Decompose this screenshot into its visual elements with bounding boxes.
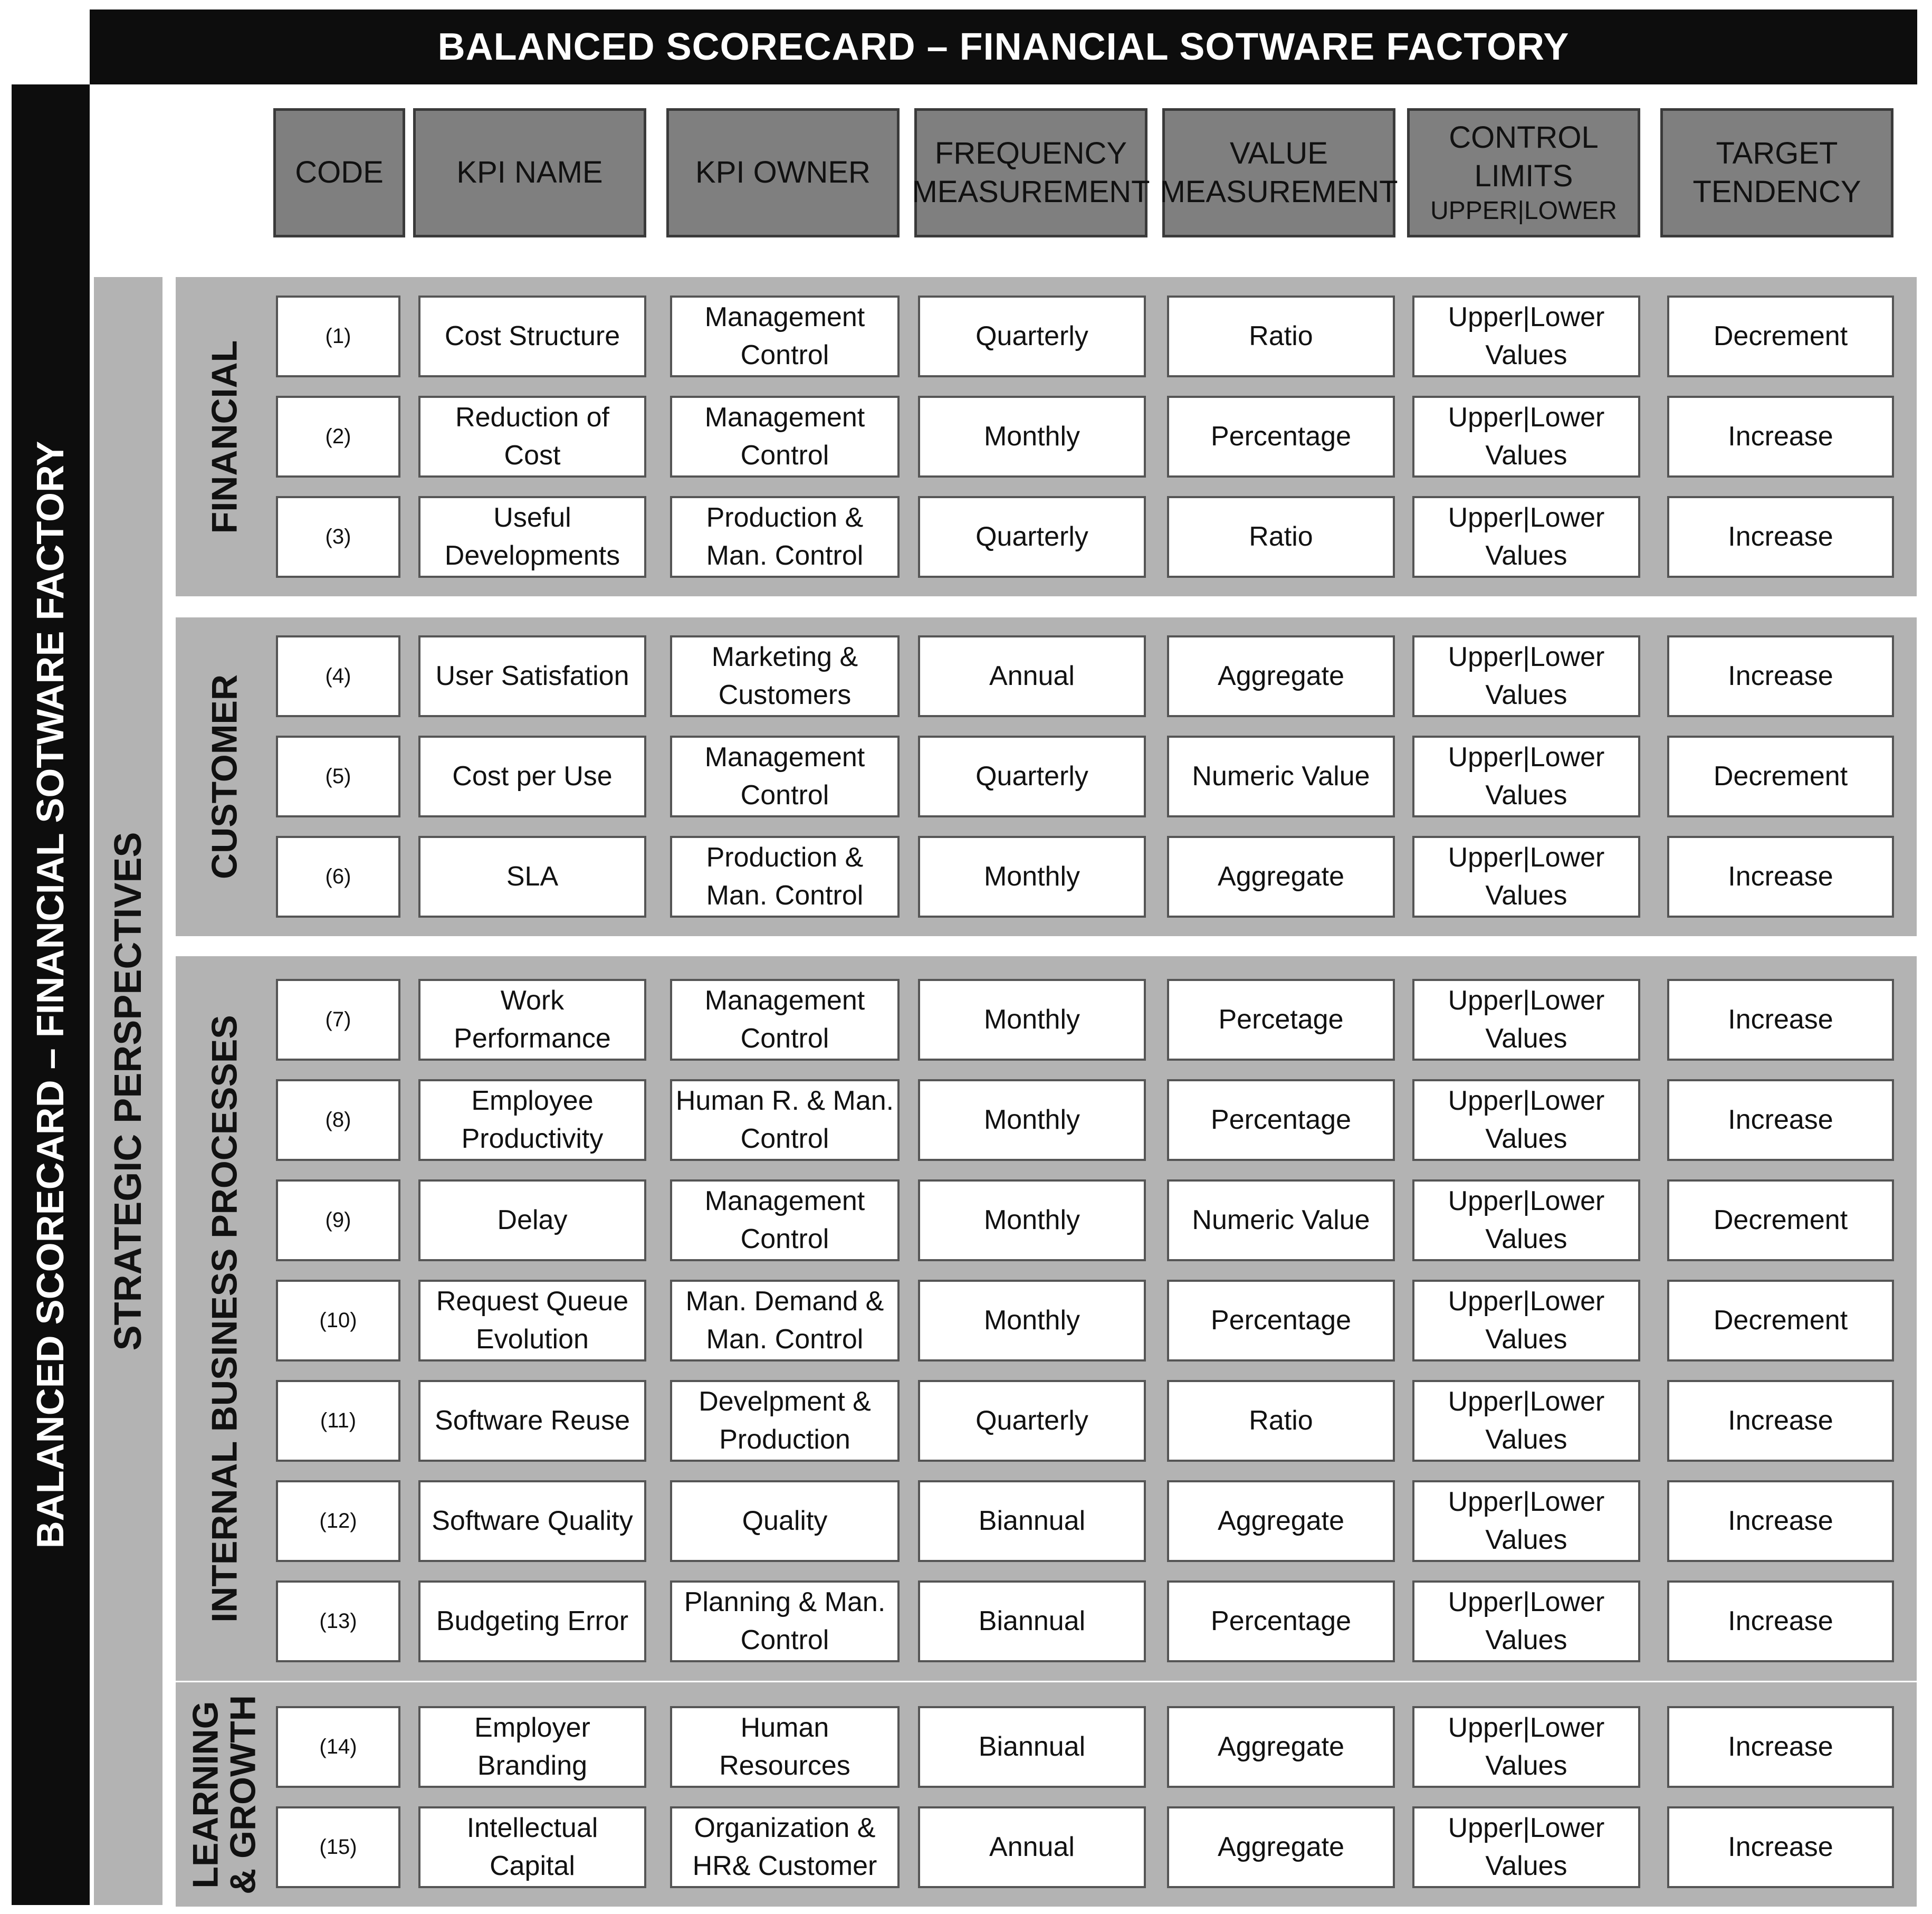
cell-owner: Management Control — [670, 736, 900, 817]
group-label-container — [176, 277, 273, 596]
group-label: LEARNING & GROWTH — [185, 1694, 263, 1894]
header-control-limits-label: CONTROL LIMITS — [1449, 120, 1599, 193]
header-frequency-label: FREQUENCY MEASUREMENT — [912, 136, 1150, 209]
cell-owner: Marketing & Customers — [670, 635, 900, 717]
cell-value: Ratio — [1167, 296, 1395, 377]
cell-target: Increase — [1667, 1480, 1894, 1562]
cell-frequency: Monthly — [918, 1079, 1146, 1161]
cell-owner: Management Control — [670, 1179, 900, 1261]
cell-frequency: Biannual — [918, 1706, 1146, 1788]
cell-frequency: Quarterly — [918, 736, 1146, 817]
cell-name: Employee Productivity — [418, 1079, 646, 1161]
header-target-label: TARGET TENDENCY — [1692, 136, 1861, 209]
cell-name: Employer Branding — [418, 1706, 646, 1788]
group-label: INTERNAL BUSINESS PROCESSES — [204, 1014, 244, 1623]
cell-limits: Upper|Lower Values — [1412, 1806, 1640, 1888]
cell-limits: Upper|Lower Values — [1412, 396, 1640, 478]
cell-target: Increase — [1667, 635, 1894, 717]
cell-frequency: Biannual — [918, 1480, 1146, 1562]
cell-owner: Human R. & Man. Control — [670, 1079, 900, 1161]
side-title-bar — [12, 84, 90, 1905]
cell-code: (4) — [276, 635, 400, 717]
cell-name: Budgeting Error — [418, 1580, 646, 1662]
cell-value: Aggregate — [1167, 836, 1395, 918]
cell-frequency: Quarterly — [918, 1380, 1146, 1462]
cell-code: (15) — [276, 1806, 400, 1888]
cell-name: Cost per Use — [418, 736, 646, 817]
cell-code: (2) — [276, 396, 400, 478]
cell-code: (1) — [276, 296, 400, 377]
cell-limits: Upper|Lower Values — [1412, 1580, 1640, 1662]
header-control-limits — [1407, 108, 1640, 237]
cell-owner: Quality — [670, 1480, 900, 1562]
cell-code: (7) — [276, 979, 400, 1061]
cell-owner: Production & Man. Control — [670, 836, 900, 918]
cell-frequency: Quarterly — [918, 296, 1146, 377]
cell-name: SLA — [418, 836, 646, 918]
cell-code: (6) — [276, 836, 400, 918]
cell-code: (3) — [276, 496, 400, 578]
cell-owner: Planning & Man. Control — [670, 1580, 900, 1662]
cell-target: Increase — [1667, 836, 1894, 918]
cell-owner: Man. Demand & Man. Control — [670, 1280, 900, 1361]
cell-value: Percentage — [1167, 396, 1395, 478]
cell-frequency: Monthly — [918, 1179, 1146, 1261]
cell-target: Increase — [1667, 1806, 1894, 1888]
cell-limits: Upper|Lower Values — [1412, 296, 1640, 377]
cell-limits: Upper|Lower Values — [1412, 1079, 1640, 1161]
cell-target: Decrement — [1667, 1179, 1894, 1261]
cell-limits: Upper|Lower Values — [1412, 1480, 1640, 1562]
cell-code: (5) — [276, 736, 400, 817]
cell-owner: Develpment & Production — [670, 1380, 900, 1462]
group-label-container — [176, 617, 273, 936]
side-title: BALANCED SCORECARD – FINANCIAL SOTWARE FACTORY — [30, 441, 72, 1549]
header-kpi-name — [413, 108, 646, 237]
cell-name: Cost Structure — [418, 296, 646, 377]
cell-limits: Upper|Lower Values — [1412, 1280, 1640, 1361]
cell-limits: Upper|Lower Values — [1412, 736, 1640, 817]
cell-name: Work Performance — [418, 979, 646, 1061]
header-kpi-name-label: KPI NAME — [456, 155, 603, 190]
cell-target: Decrement — [1667, 1280, 1894, 1361]
cell-owner: Organization & HR& Customer — [670, 1806, 900, 1888]
cell-value: Aggregate — [1167, 1806, 1395, 1888]
cell-value: Ratio — [1167, 1380, 1395, 1462]
header-control-limits-sub: UPPER|LOWER — [1430, 197, 1617, 225]
cell-name: Request Queue Evolution — [418, 1280, 646, 1361]
cell-target: Increase — [1667, 979, 1894, 1061]
cell-owner: Human Resources — [670, 1706, 900, 1788]
cell-value: Aggregate — [1167, 1480, 1395, 1562]
cell-name: User Satisfation — [418, 635, 646, 717]
cell-frequency: Annual — [918, 635, 1146, 717]
cell-name: Delay — [418, 1179, 646, 1261]
group-label-container — [176, 956, 273, 1681]
cell-frequency: Annual — [918, 1806, 1146, 1888]
cell-target: Increase — [1667, 1580, 1894, 1662]
cell-target: Increase — [1667, 1079, 1894, 1161]
cell-owner: Production & Man. Control — [670, 496, 900, 578]
header-code — [273, 108, 405, 237]
header-value — [1160, 108, 1398, 237]
cell-limits: Upper|Lower Values — [1412, 496, 1640, 578]
cell-frequency: Quarterly — [918, 496, 1146, 578]
cell-owner: Management Control — [670, 396, 900, 478]
cell-value: Aggregate — [1167, 1706, 1395, 1788]
cell-value: Percentage — [1167, 1079, 1395, 1161]
cell-code: (13) — [276, 1580, 400, 1662]
cell-owner: Management Control — [670, 296, 900, 377]
cell-target: Increase — [1667, 1380, 1894, 1462]
cell-code: (11) — [276, 1380, 400, 1462]
group-label: CUSTOMER — [204, 674, 244, 879]
cell-frequency: Monthly — [918, 979, 1146, 1061]
cell-code: (10) — [276, 1280, 400, 1361]
cell-value: Aggregate — [1167, 635, 1395, 717]
cell-code: (14) — [276, 1706, 400, 1788]
cell-limits: Upper|Lower Values — [1412, 1179, 1640, 1261]
cell-limits: Upper|Lower Values — [1412, 1380, 1640, 1462]
group-label: FINANCIAL — [204, 340, 244, 534]
cell-name: Useful Developments — [418, 496, 646, 578]
cell-target: Increase — [1667, 396, 1894, 478]
cell-value: Percentage — [1167, 1280, 1395, 1361]
scorecard-title: BALANCED SCORECARD – FINANCIAL SOTWARE FACTORY — [90, 9, 1917, 84]
header-value-label: VALUE MEASUREMENT — [1160, 136, 1398, 209]
cell-code: (8) — [276, 1079, 400, 1161]
cell-code: (12) — [276, 1480, 400, 1562]
cell-limits: Upper|Lower Values — [1412, 1706, 1640, 1788]
cell-frequency: Monthly — [918, 1280, 1146, 1361]
group-label-container — [176, 1682, 273, 1907]
cell-value: Percetage — [1167, 979, 1395, 1061]
cell-value: Percentage — [1167, 1580, 1395, 1662]
cell-frequency: Monthly — [918, 836, 1146, 918]
cell-target: Decrement — [1667, 736, 1894, 817]
cell-limits: Upper|Lower Values — [1412, 979, 1640, 1061]
cell-target: Decrement — [1667, 296, 1894, 377]
cell-target: Increase — [1667, 496, 1894, 578]
cell-code: (9) — [276, 1179, 400, 1261]
cell-name: Software Reuse — [418, 1380, 646, 1462]
cell-frequency: Monthly — [918, 396, 1146, 478]
header-code-label: CODE — [295, 155, 384, 190]
cell-owner: Management Control — [670, 979, 900, 1061]
cell-frequency: Biannual — [918, 1580, 1146, 1662]
header-kpi-owner — [666, 108, 900, 237]
strategic-perspectives-label: STRATEGIC PERSPECTIVES — [107, 832, 149, 1350]
strategic-perspectives-bar — [94, 277, 162, 1905]
cell-limits: Upper|Lower Values — [1412, 836, 1640, 918]
cell-name: Intellectual Capital — [418, 1806, 646, 1888]
cell-name: Reduction of Cost — [418, 396, 646, 478]
header-target — [1660, 108, 1893, 237]
header-frequency — [912, 108, 1150, 237]
cell-limits: Upper|Lower Values — [1412, 635, 1640, 717]
cell-value: Numeric Value — [1167, 736, 1395, 817]
cell-value: Ratio — [1167, 496, 1395, 578]
cell-name: Software Quality — [418, 1480, 646, 1562]
cell-value: Numeric Value — [1167, 1179, 1395, 1261]
cell-target: Increase — [1667, 1706, 1894, 1788]
header-kpi-owner-label: KPI OWNER — [695, 155, 871, 190]
